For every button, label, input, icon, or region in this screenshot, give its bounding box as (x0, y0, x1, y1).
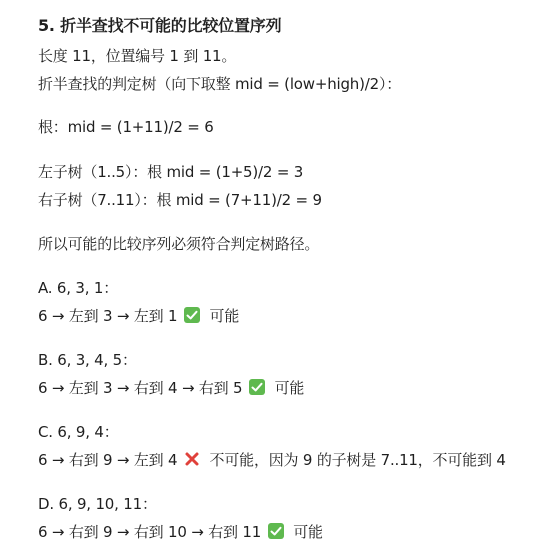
option-b-verdict: 可能 (274, 379, 305, 397)
length-line: 长度 11，位置编号 1 到 11。 (38, 47, 237, 65)
option-d-path: 6 → 右到 9 → 右到 10 → 右到 11 (38, 523, 262, 541)
option-d-result (38, 522, 323, 542)
option-c-path: 6 → 右到 9 → 左到 4 (38, 451, 178, 469)
option-a-verdict: 可能 (209, 307, 240, 325)
check-icon (249, 379, 265, 395)
check-icon (268, 523, 284, 539)
option-b-label: B. 6, 3, 4, 5： (38, 351, 137, 369)
option-a-path: 6 → 左到 3 → 左到 1 (38, 307, 178, 325)
root-line: 根：mid = (1+11)/2 = 6 (38, 118, 214, 136)
option-d-verdict: 可能 (293, 523, 323, 541)
cross-icon (184, 451, 200, 467)
option-a-result (38, 306, 239, 326)
option-d-label: D. 6, 9, 10, 11： (38, 495, 157, 513)
option-c-result (38, 450, 506, 470)
option-c-label: C. 6, 9, 4： (38, 423, 119, 441)
check-icon (184, 307, 200, 323)
section-heading: 5. 折半查找不可能的比较位置序列 (38, 16, 282, 35)
option-b-result (38, 378, 304, 398)
right-subtree-line: 右子树（7..11）：根 mid = (7+11)/2 = 9 (38, 191, 322, 209)
option-a-label: A. 6, 3, 1： (38, 279, 119, 297)
left-subtree-line: 左子树（1..5）：根 mid = (1+5)/2 = 3 (38, 163, 304, 181)
option-c-verdict: 不可能，因为 9 的子树是 7..11，不可能到 4 (209, 451, 506, 469)
conclusion-line: 所以可能的比较序列必须符合判定树路径。 (38, 235, 320, 253)
option-b-path: 6 → 左到 3 → 右到 4 → 右到 5 (38, 379, 243, 397)
tree-description-line: 折半查找的判定树（向下取整 mid = (low+high)/2）： (38, 75, 402, 93)
